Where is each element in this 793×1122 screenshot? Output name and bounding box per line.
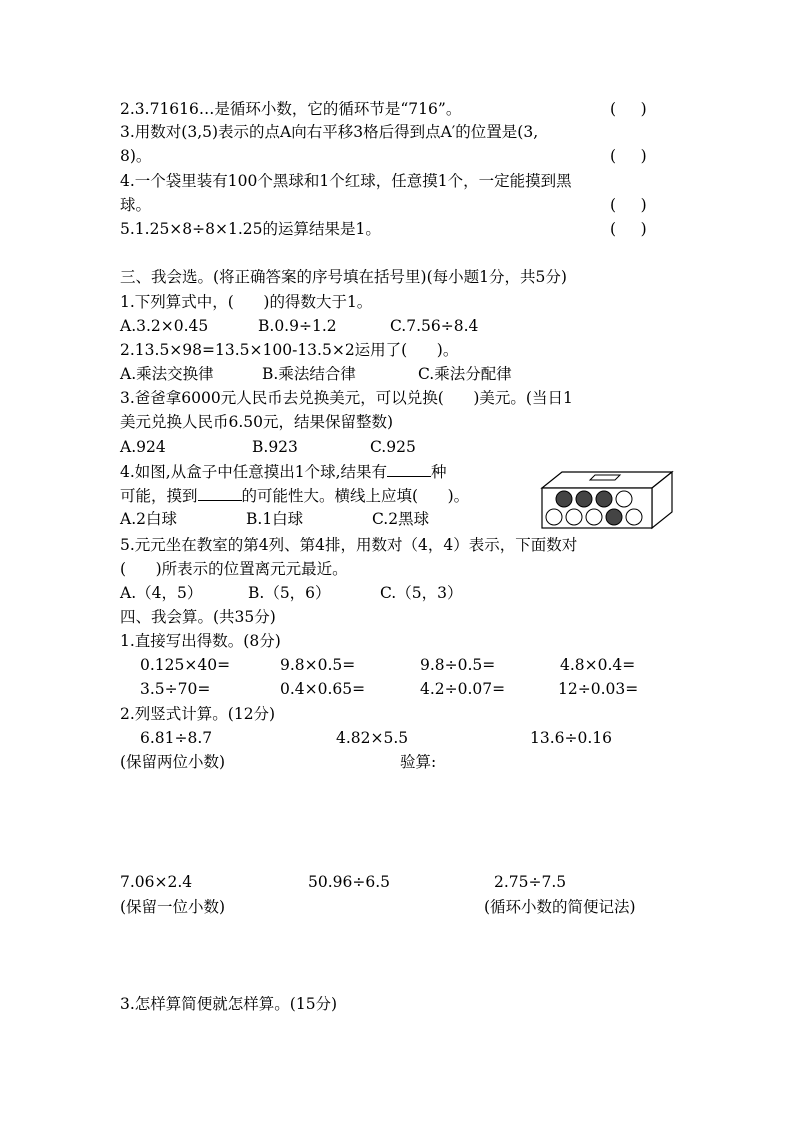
answer-paren: ( ) [610, 100, 647, 118]
q4-option-b: B.1白球 [246, 510, 304, 528]
white-ball [546, 509, 562, 525]
q1-option-b: B.0.9÷1.2 [258, 317, 337, 335]
white-ball [616, 491, 632, 507]
q2-stem: 2.13.5×98=13.5×100-13.5×2运用了( )。 [120, 341, 459, 359]
vertical-calc: 7.06×2.4 [120, 873, 193, 891]
q3-stem: 3.爸爸拿6000元人民币去兑换美元，可以兑换( )美元。(当日1 [120, 389, 573, 407]
q1-option-a: A.3.2×0.45 [120, 317, 209, 335]
q5-stem: 5.元元坐在教室的第4列、第4排，用数对（4，4）表示，下面数对 [120, 536, 578, 554]
oral-calc: 0.125×40= [140, 656, 231, 674]
vertical-calc: 50.96÷6.5 [308, 873, 391, 891]
q5-option-c: C.（5，3） [380, 584, 463, 602]
part3-title: 3.怎样算简便就怎样算。(15分) [120, 995, 338, 1013]
tf-item-3-cont: 8)。 [120, 147, 152, 165]
oral-calc: 4.2÷0.07= [420, 680, 506, 698]
oral-calc: 0.4×0.65= [280, 680, 366, 698]
ball-box-figure [540, 468, 675, 530]
oral-calc: 9.8÷0.5= [420, 656, 496, 674]
q1-stem: 1.下列算式中，( )的得数大于1。 [120, 293, 373, 311]
q2-option-c: C.乘法分配律 [418, 365, 512, 383]
tf-item-5: 5.1.25×8÷8×1.25的运算结果是1。 [120, 220, 381, 238]
white-ball [586, 509, 602, 525]
fill-blank [198, 484, 242, 501]
q5-option-a: A.（4，5） [120, 584, 203, 602]
white-ball [626, 509, 642, 525]
vertical-calc: 13.6÷0.16 [530, 729, 613, 747]
tf-item-3: 3.用数对(3,5)表示的点A向右平移3格后得到点A′的位置是(3, [120, 123, 539, 141]
vertical-calc: 2.75÷7.5 [494, 873, 567, 891]
section4-heading: 四、我会算。(共35分) [120, 608, 276, 626]
q3-option-a: A.924 [120, 438, 166, 456]
answer-paren: ( ) [610, 196, 647, 214]
q3-option-c: C.925 [370, 438, 416, 456]
part2-title: 2.列竖式计算。(12分) [120, 705, 276, 723]
black-ball [556, 491, 572, 507]
tf-item-2: 2.3.71616…是循环小数，它的循环节是“716”。 [120, 100, 462, 118]
part1-title: 1.直接写出得数。(8分) [120, 632, 281, 650]
white-ball [566, 509, 582, 525]
section3-heading: 三、我会选。(将正确答案的序号填在括号里)(每小题1分，共5分) [120, 268, 567, 286]
oral-calc: 3.5÷70= [140, 680, 211, 698]
q5-stem-cont: ( )所表示的位置离元元最近。 [120, 560, 348, 578]
calc-note: 验算: [400, 753, 437, 771]
q3-stem-cont: 美元兑换人民币6.50元，结果保留整数) [120, 413, 394, 431]
q4-option-c: C.2黑球 [372, 510, 430, 528]
oral-calc: 4.8×0.4= [560, 656, 636, 674]
tf-item-4-cont: 球。 [120, 196, 152, 214]
tf-item-4: 4.一个袋里装有100个黑球和1个红球，任意摸1个，一定能摸到黑 [120, 172, 572, 190]
q3-option-b: B.923 [252, 438, 298, 456]
q4-option-a: A.2白球 [120, 510, 177, 528]
q4-stem: 4.如图,从盒子中任意摸出1个球,结果有 种 [120, 460, 447, 483]
q4-stem-cont: 可能，摸到 的可能性大。横线上应填( )。 [120, 484, 469, 507]
answer-paren: ( ) [610, 220, 647, 238]
black-ball [576, 491, 592, 507]
q1-option-c: C.7.56÷8.4 [390, 317, 479, 335]
oral-calc: 12÷0.03= [558, 680, 639, 698]
calc-note: (保留两位小数) [120, 753, 226, 771]
answer-paren: ( ) [610, 147, 647, 165]
q2-option-a: A.乘法交换律 [120, 365, 214, 383]
box-slot [590, 475, 620, 480]
vertical-calc: 4.82×5.5 [336, 729, 409, 747]
fill-blank [387, 460, 431, 477]
vertical-calc: 6.81÷8.7 [140, 729, 213, 747]
black-ball [606, 509, 622, 525]
oral-calc: 9.8×0.5= [280, 656, 356, 674]
q5-option-b: B.（5，6） [248, 584, 331, 602]
calc-note: (循环小数的简便记法) [484, 898, 636, 916]
calc-note: (保留一位小数) [120, 898, 226, 916]
black-ball [596, 491, 612, 507]
q2-option-b: B.乘法结合律 [262, 365, 356, 383]
